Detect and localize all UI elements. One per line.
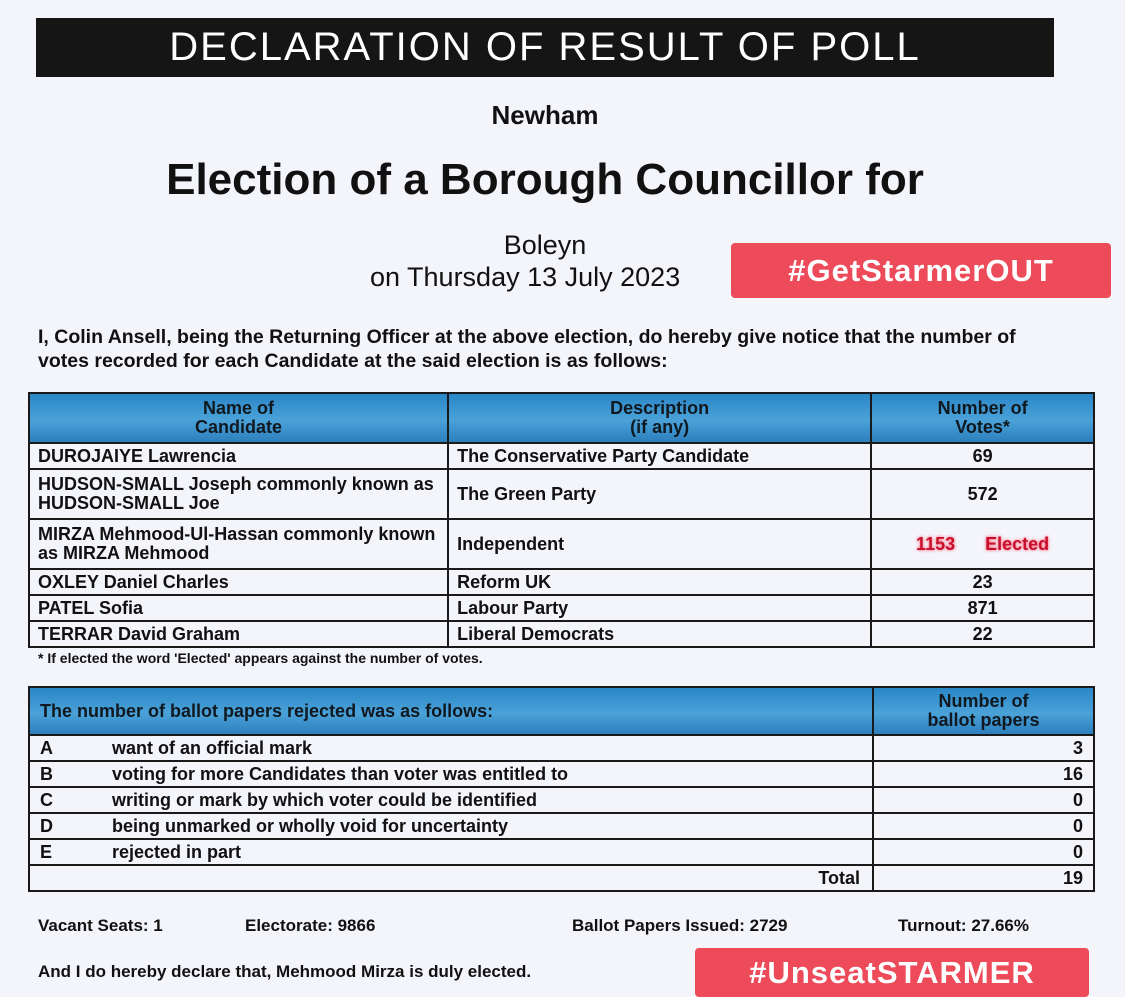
rejected-reason: want of an official mark xyxy=(102,735,873,761)
borough-name: Newham xyxy=(491,100,599,130)
rejected-letter: A xyxy=(29,735,102,761)
rejected-letter: C xyxy=(29,787,102,813)
rejected-count: 0 xyxy=(873,813,1094,839)
rejected-reason: writing or mark by which voter could be identified xyxy=(102,787,873,813)
vacant-seats: Vacant Seats: 1 xyxy=(38,916,163,935)
declaration-text: And I do hereby declare that, Mehmood Mirza is duly elected. xyxy=(38,962,532,981)
candidate-name: HUDSON-SMALL Joseph commonly known as HUDSON-SMALL Joe xyxy=(29,469,448,519)
election-date: on Thursday 13 July 2023 xyxy=(370,262,681,292)
candidate-description: Liberal Democrats xyxy=(448,621,871,647)
rejected-total-row xyxy=(29,865,1094,891)
candidate-votes-elected: 1153 Elected xyxy=(871,519,1094,569)
candidate-name: OXLEY Daniel Charles xyxy=(29,569,448,595)
rejected-header-text: The number of ballot papers rejected was as follows: xyxy=(29,687,873,735)
election-heading: Election of a Borough Councillor for xyxy=(166,155,924,204)
candidate-votes: 572 xyxy=(871,469,1094,519)
elected-footnote: * If elected the word 'Elected' appears against the number of votes. xyxy=(38,650,483,666)
rejected-reason: rejected in part xyxy=(102,839,873,865)
candidate-votes: 69 xyxy=(871,443,1094,469)
turnout: Turnout: 27.66% xyxy=(898,916,1029,935)
rejected-count: 16 xyxy=(873,761,1094,787)
rejected-reason: voting for more Candidates than voter was entitled to xyxy=(102,761,873,787)
elected-label: Elected xyxy=(985,533,1050,554)
rejected-letter: D xyxy=(29,813,102,839)
rejected-row xyxy=(29,787,1094,813)
candidate-row xyxy=(29,469,1094,519)
candidate-description: The Conservative Party Candidate xyxy=(448,443,871,469)
rejected-row xyxy=(29,813,1094,839)
candidate-row xyxy=(29,443,1094,469)
rejected-header-row xyxy=(29,687,1094,735)
rejected-count: 0 xyxy=(873,839,1094,865)
candidate-name: MIRZA Mehmood-Ul-Hassan commonly known as MIRZA Mehmood xyxy=(29,519,448,569)
rejected-header-count: Number of ballot papers xyxy=(873,687,1094,735)
candidate-name: PATEL Sofia xyxy=(29,595,448,621)
candidate-row xyxy=(29,569,1094,595)
total-label: Total xyxy=(29,865,873,891)
candidate-row xyxy=(29,621,1094,647)
candidate-description: The Green Party xyxy=(448,469,871,519)
rejected-row xyxy=(29,839,1094,865)
candidate-description: Labour Party xyxy=(448,595,871,621)
hashtag-banner-top: #GetStarmerOUT xyxy=(731,243,1111,298)
header-votes: Number of Votes* xyxy=(871,393,1094,443)
header-description: Description (if any) xyxy=(448,393,871,443)
candidates-header-row xyxy=(29,393,1094,443)
rejected-count: 3 xyxy=(873,735,1094,761)
rejected-row xyxy=(29,761,1094,787)
candidate-row xyxy=(29,519,1094,569)
notice-text: I, Colin Ansell, being the Returning Officer at the above election, do hereby give notice that the number of votes recorded for each Candidate at the said election is as follows: xyxy=(38,326,1016,372)
candidates-table xyxy=(28,392,1095,648)
total-count: 19 xyxy=(873,865,1094,891)
hashtag-banner-bottom: #UnseatSTARMER xyxy=(695,948,1089,997)
rejected-letter: E xyxy=(29,839,102,865)
candidate-votes: 22 xyxy=(871,621,1094,647)
document-title: DECLARATION OF RESULT OF POLL xyxy=(36,18,1054,77)
rejected-row xyxy=(29,735,1094,761)
rejected-reason: being unmarked or wholly void for uncertainty xyxy=(102,813,873,839)
candidate-row xyxy=(29,595,1094,621)
candidate-name: TERRAR David Graham xyxy=(29,621,448,647)
rejected-count: 0 xyxy=(873,787,1094,813)
candidate-name: DUROJAIYE Lawrencia xyxy=(29,443,448,469)
ward-name: Boleyn xyxy=(503,230,587,260)
electorate: Electorate: 9866 xyxy=(245,916,376,935)
candidate-votes: 871 xyxy=(871,595,1094,621)
candidate-description: Reform UK xyxy=(448,569,871,595)
candidate-description: Independent xyxy=(448,519,871,569)
rejected-letter: B xyxy=(29,761,102,787)
ballot-papers-issued: Ballot Papers Issued: 2729 xyxy=(572,916,788,935)
candidate-votes: 23 xyxy=(871,569,1094,595)
rejected-ballots-table xyxy=(28,686,1095,892)
header-name: Name of Candidate xyxy=(29,393,448,443)
